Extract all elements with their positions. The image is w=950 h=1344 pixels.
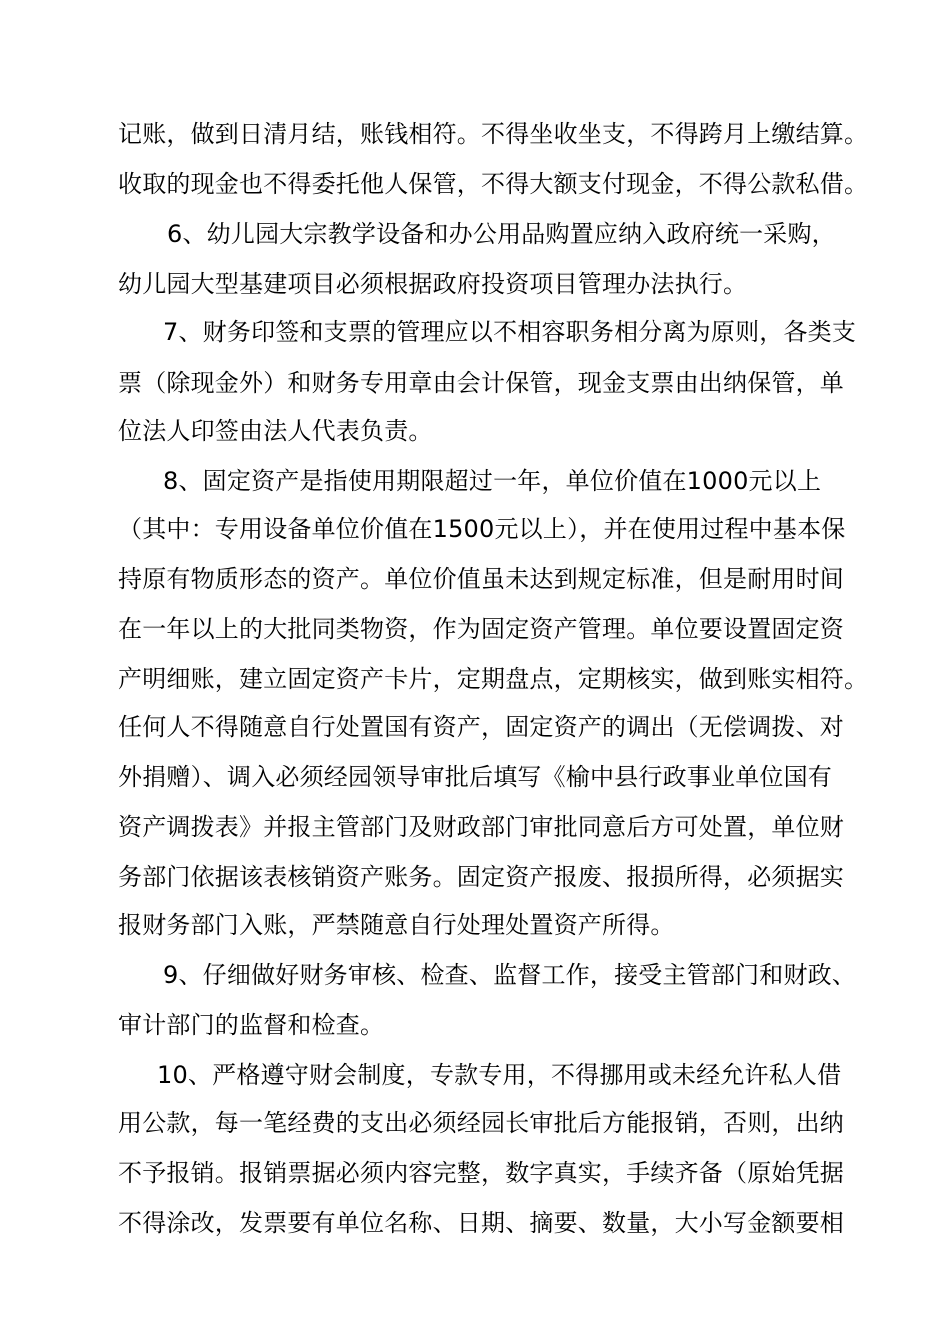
text-line: 持原有物质形态的资产。单位价值虽未达到规定标准，但是耐用时间 bbox=[118, 565, 844, 593]
text-line: 幼儿园大型基建项目必须根据政府投资项目管理办法执行。 bbox=[118, 270, 748, 298]
text-line: 收取的现金也不得委托他人保管，不得大额支付现金，不得公款私借。 bbox=[118, 170, 869, 198]
text-line: 资产调拨表》并报主管部门及财政部门审批同意后方可处置，单位财 bbox=[118, 813, 844, 841]
text-line: 在一年以上的大批同类物资，作为固定资产管理。单位要设置固定资 bbox=[118, 615, 844, 643]
text-line: 务部门依据该表核销资产账务。固定资产报废、报损所得，必须据实 bbox=[118, 863, 844, 891]
text-line: 不得涂改，发票要有单位名称、日期、摘要、数量，大小写金额要相 bbox=[118, 1209, 844, 1237]
text-line: 用公款，每一笔经费的支出必须经园长审批后方能报销，否则，出纳 bbox=[118, 1109, 844, 1137]
text-line: 产明细账，建立固定资产卡片，定期盘点，定期核实，做到账实相符。 bbox=[118, 665, 869, 693]
text-line: 9、仔细做好财务审核、检查、监督工作，接受主管部门和财政、 bbox=[163, 961, 857, 989]
text-line: 7、财务印签和支票的管理应以不相容职务相分离为原则，各类支 bbox=[163, 318, 857, 346]
text-line: 不予报销。报销票据必须内容完整，数字真实，手续齐备（原始凭据 bbox=[118, 1159, 844, 1187]
text-line: 8、固定资产是指使用期限超过一年，单位价值在1000元以上 bbox=[163, 467, 822, 495]
text-line: 10、严格遵守财会制度，专款专用，不得挪用或未经允许私人借 bbox=[157, 1061, 842, 1089]
text-line: 6、幼儿园大宗教学设备和办公用品购置应纳入政府统一采购， bbox=[167, 220, 836, 248]
text-line: 票（除现金外）和财务专用章由会计保管，现金支票由出纳保管，单 bbox=[118, 369, 844, 397]
text-line: 审计部门的监督和检查。 bbox=[118, 1011, 385, 1039]
text-line: 报财务部门入账，严禁随意自行处理处置资产所得。 bbox=[118, 911, 675, 939]
text-line: 任何人不得随意自行处置国有资产，固定资产的调出（无偿调拨、对 bbox=[118, 713, 844, 741]
text-line: 位法人印签由法人代表负责。 bbox=[118, 417, 433, 445]
text-line: 外捐赠）、调入必须经园领导审批后填写《榆中县行政事业单位国有 bbox=[118, 763, 832, 791]
text-line: （其中：专用设备单位价值在1500元以上），并在使用过程中基本保 bbox=[118, 515, 846, 543]
text-line: 记账，做到日清月结，账钱相符。不得坐收坐支，不得跨月上缴结算。 bbox=[118, 120, 869, 148]
